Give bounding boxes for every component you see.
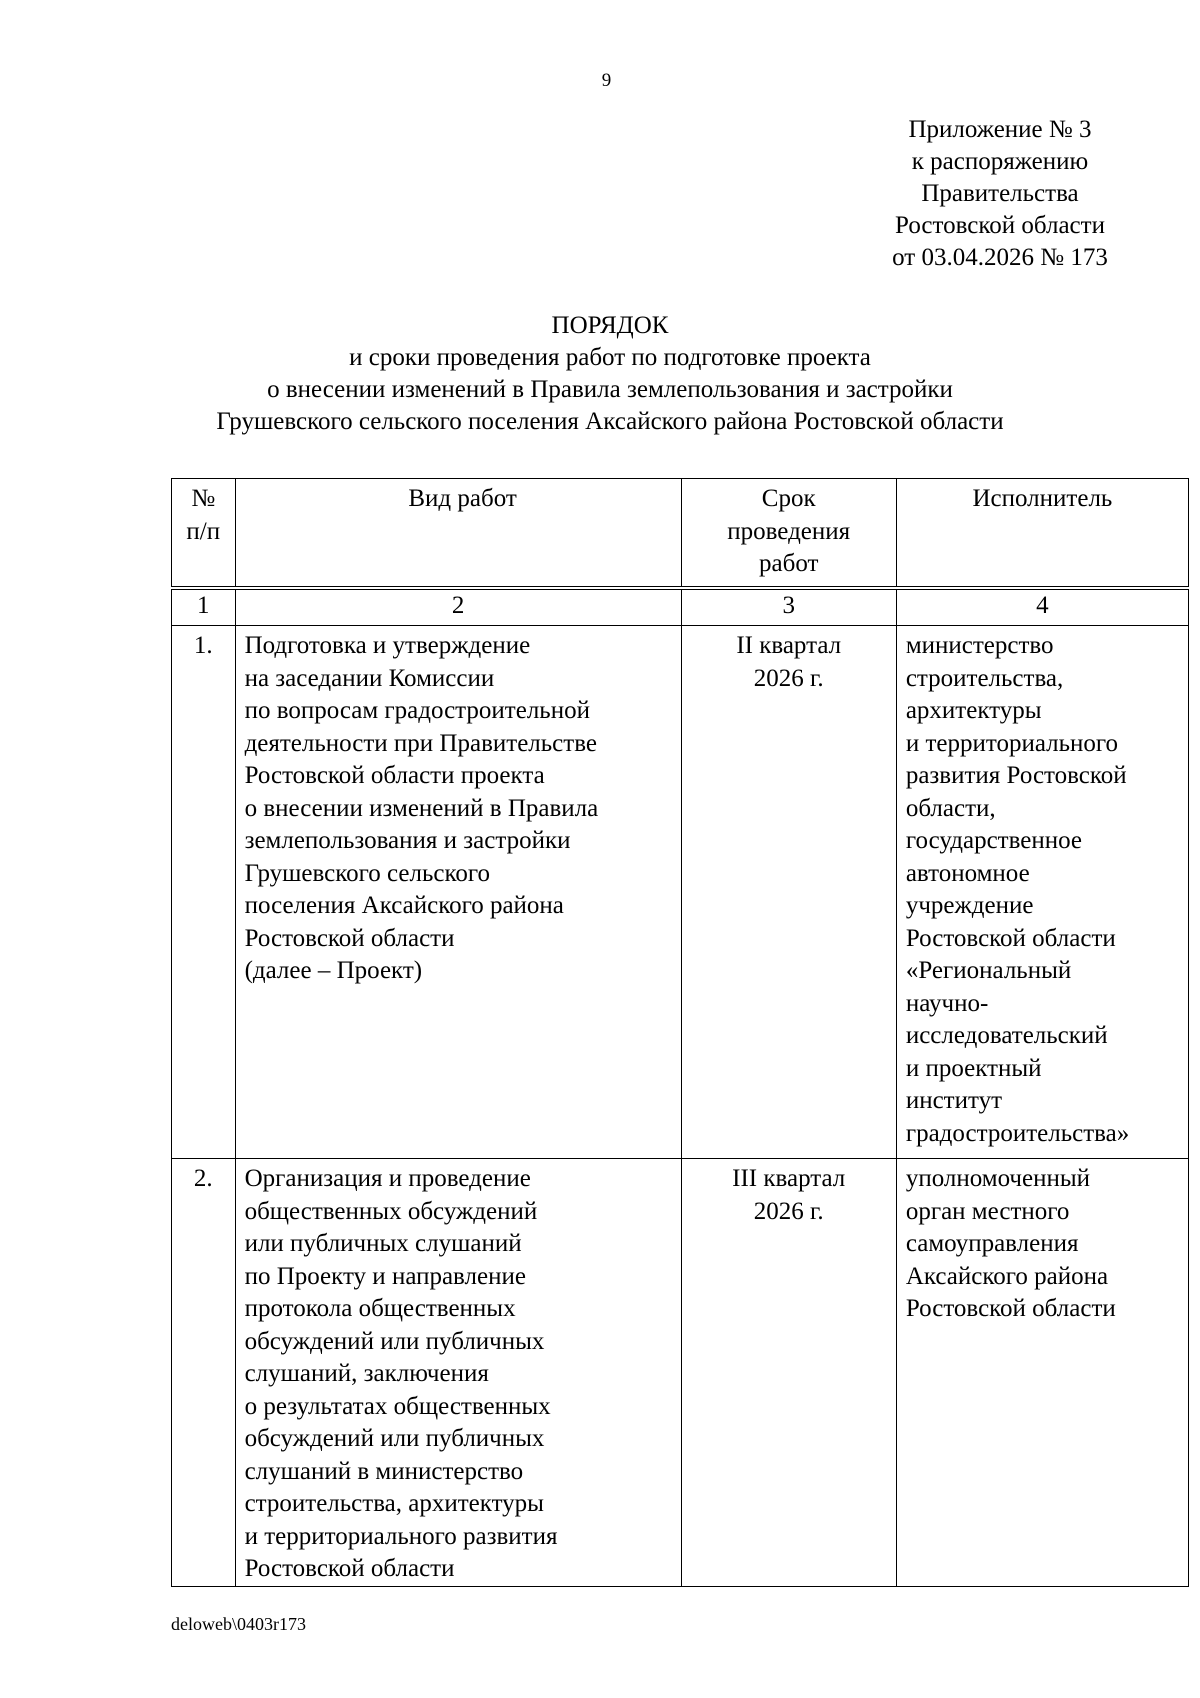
column-number: 1	[172, 588, 236, 626]
title-line: Грушевского сельского поселения Аксайского района Ростовской области	[216, 408, 1004, 435]
appendix-line: Ростовской области	[895, 212, 1105, 239]
table-row	[172, 626, 1189, 1159]
cell-line: Ростовской области	[905, 1295, 1116, 1322]
work-executor	[896, 626, 1188, 1159]
work-description	[235, 1159, 681, 1587]
cell-line: на заседании Комиссии	[244, 664, 495, 692]
cell-line: строительства, архитектуры	[244, 1490, 544, 1517]
appendix-line: Приложение № 3	[908, 116, 1092, 143]
cell-line: Ростовской области	[244, 1555, 455, 1582]
document-title	[150, 310, 1070, 438]
cell-line: Организация и проведение	[244, 1165, 531, 1192]
appendix-line: к распоряжению	[911, 148, 1089, 175]
cell-line: по вопросам градостроительной	[244, 697, 590, 724]
cell-line: обсуждений или публичных	[244, 1425, 545, 1452]
cell-line: и территориального развития	[244, 1522, 558, 1550]
header-line: Срок	[761, 485, 816, 512]
cell-line: Ростовской области	[244, 924, 455, 952]
cell-line: землепользования и застройки	[244, 827, 571, 854]
cell-line: Ростовской области	[905, 924, 1116, 952]
cell-line: поселения Аксайского района	[244, 892, 564, 919]
appendix-line: Правительства	[921, 180, 1079, 207]
cell-line: слушаний, заключения	[244, 1360, 489, 1387]
cell-line: (далее – Проект)	[244, 957, 423, 984]
cell-line: о результатах общественных	[244, 1392, 551, 1420]
work-executor	[896, 1159, 1188, 1587]
cell-line: 2026 г.	[753, 1197, 824, 1225]
header-line: п/п	[186, 517, 221, 545]
appendix-header	[800, 114, 1200, 274]
cell-line: общественных обсуждений	[244, 1197, 538, 1225]
cell-line: области,	[905, 794, 996, 822]
header-line: №	[191, 485, 216, 512]
cell-line: градостроительства»	[905, 1119, 1130, 1147]
page-number: 9	[601, 70, 612, 91]
title-line: о внесении изменений в Правила землепользования и застройки	[267, 376, 953, 403]
appendix-line: от 03.04.2026 № 173	[892, 244, 1108, 271]
cell-line: и территориального	[905, 729, 1119, 757]
cell-line: автономное	[905, 859, 1030, 887]
cell-line: министерство	[905, 632, 1054, 659]
cell-line: II квартал	[736, 632, 842, 659]
title-heading: ПОРЯДОК	[551, 312, 669, 339]
cell-line: исследовательский	[905, 1022, 1108, 1049]
table-header-row	[172, 479, 1189, 589]
header-work-type	[235, 479, 681, 589]
cell-line: деятельности при Правительстве	[244, 729, 597, 757]
cell-line: архитектуры	[905, 697, 1042, 724]
cell-line: уполномоченный	[905, 1165, 1091, 1192]
table-row	[172, 1159, 1189, 1587]
document-code: deloweb\0403r173	[171, 1614, 306, 1634]
cell-line: Подготовка и утверждение	[244, 632, 531, 659]
header-term	[681, 479, 896, 589]
cell-line: строительства,	[905, 664, 1064, 692]
work-term	[681, 626, 896, 1159]
cell-line: институт	[905, 1087, 1003, 1114]
cell-line: протокола общественных	[244, 1295, 516, 1322]
column-number: 3	[681, 588, 896, 626]
cell-line: III квартал	[732, 1165, 846, 1192]
header-executor	[896, 479, 1188, 589]
cell-line: Грушевского сельского	[244, 859, 490, 887]
column-number-row	[172, 588, 1189, 626]
cell-line: «Региональный	[905, 957, 1072, 984]
cell-line: государственное	[905, 827, 1083, 854]
cell-line: самоуправления	[905, 1230, 1079, 1257]
cell-line: орган местного	[905, 1197, 1070, 1225]
cell-line: развития Ростовской	[905, 762, 1127, 789]
cell-line: слушаний в министерство	[244, 1457, 524, 1485]
header-line: работ	[759, 550, 819, 577]
cell-line: Ростовской области проекта	[244, 762, 545, 789]
row-number: 1.	[172, 626, 236, 1159]
header-number	[172, 479, 236, 589]
cell-line: или публичных слушаний	[244, 1230, 522, 1257]
header-line: проведения	[727, 517, 851, 545]
work-description	[235, 626, 681, 1159]
cell-line: 2026 г.	[753, 664, 824, 692]
cell-line: и проектный	[905, 1054, 1042, 1082]
cell-line: о внесении изменений в Правила	[244, 794, 599, 822]
cell-line: по Проекту и направление	[244, 1262, 526, 1290]
cell-line: обсуждений или публичных	[244, 1327, 545, 1355]
row-number: 2.	[172, 1159, 236, 1587]
cell-line: учреждение	[905, 892, 1034, 919]
cell-line: научно-	[905, 989, 989, 1017]
work-term	[681, 1159, 896, 1587]
schedule-table	[171, 478, 1189, 1587]
header-line: Вид работ	[408, 485, 517, 512]
cell-line: Аксайского района	[905, 1262, 1109, 1290]
column-number: 2	[235, 588, 681, 626]
header-line: Исполнитель	[972, 485, 1113, 512]
column-number: 4	[896, 588, 1188, 626]
title-line: и сроки проведения работ по подготовке проекта	[349, 344, 871, 371]
